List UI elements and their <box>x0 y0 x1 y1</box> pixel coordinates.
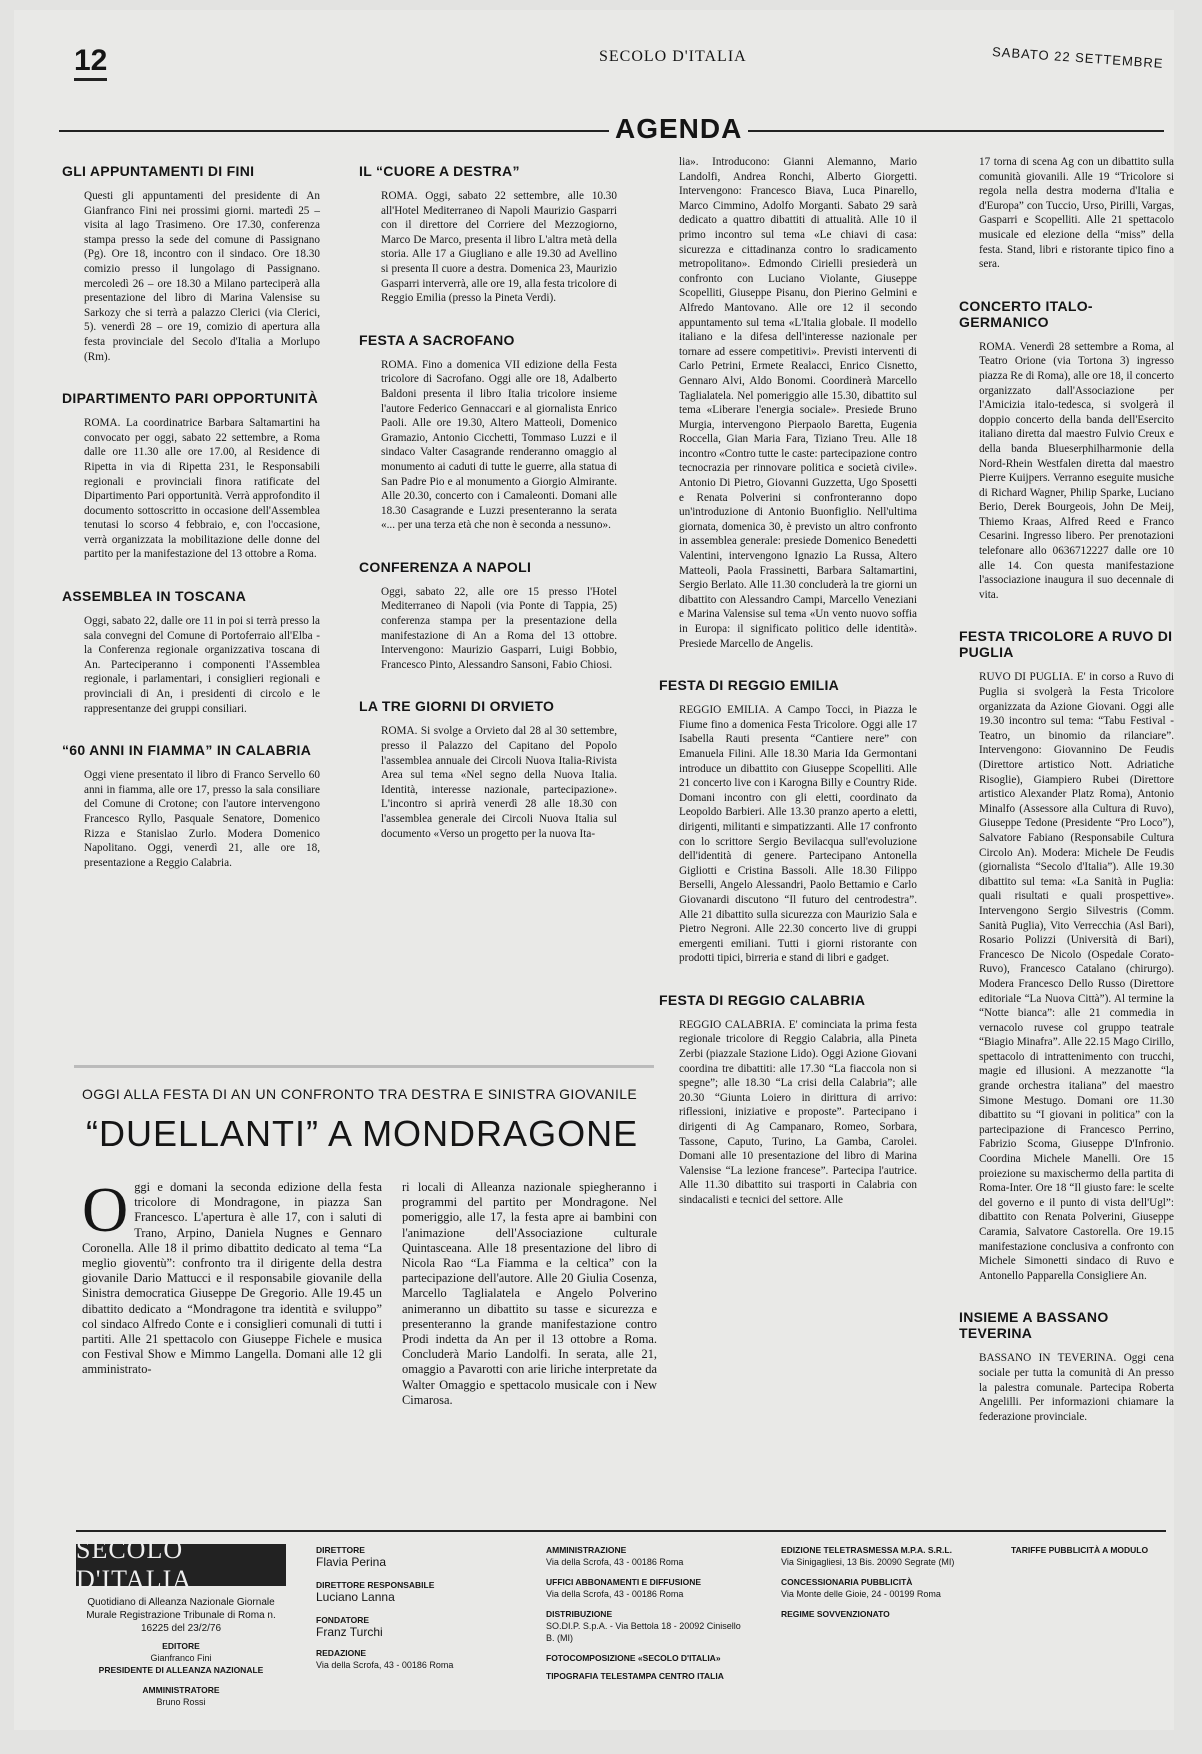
article-title: FESTA TRICOLORE A RUVO DI PUGLIA <box>959 628 1173 661</box>
article <box>359 332 617 533</box>
article-body: REGGIO EMILIA. A Campo Tocci, in Piazza le Fiume fino a domenica Festa Tricolore. Oggi alle 17 Isabella Rauti presenta “Cantiere nere” con Emanuela Filini. Alle 18.30 Maria Ida Germontani introduce un dibattito con Giuseppe Scopelliti. Alle 21 concerto live con i Karogna Billy e Country Ride. Domani incontro con gli eletti, coordinato da Leopoldo Barbieri. Alle 13.30 pranzo aperto a eletti, dirigenti, militanti e simpatizzanti. Alle 17 confronto con lo scrittore Sergio Bevilacqua sull'evoluzione dell'identità di genere. Partecipano Antonella Gigliotti e Cristina Bassoli. Alle 18.30 Filippo Berselli, Angelo Alessandri, Paolo Bettamio e Carlo Giovanardi discutono “Il futuro del centrodestra”. Alle 21 dibattito sulla sicurezza con Maurizio Sala e Pietro Negroni. Alle 22.30 concerto live di gruppi emergenti emiliani. Tutti i giorni ristorante con prodotti tipici, birreria e stand di libri e gadget. <box>679 704 917 965</box>
article-body: RUVO DI PUGLIA. E' in corso a Ruvo di Puglia si svolgerà la Festa Tricolore organizzata da Azione Giovani. Oggi alle 19.30 incontro sul tema: “Tabu Festival - Teatro, un binomio da rilanciare”. Intervengono: Giovannino De Feudis (Direttore artistico Nott. Adriatiche Risoglie), Giampiero Rubei (Direttore artistico Alexander Platz Roma), Antonio Minalfo (Assessore alla Cultura di Ruvo), Giuseppe Tedone (Presidente “Pro Loco”), Salvatore Fabiano (Responsabile Cultura Circolo An). Modera: Michele De Feudis (giornalista “Secolo d'Italia”). Alle 19.30 dibattito sul tema: «La Sanità in Puglia: quali risultati e quali prospettive». Intervengono Sergio Silvestris (Comm. Sanità Puglia), Vito Verrecchia (Asl Bari), Rosario Polizzi (Università di Bari), Francesco De Nicolo (Ospedale Corato-Ruvo), Francesco Catalano (chirurgo). Modera Francesco Dello Russo (Direttore editoriale “La Nuova Città”). Al termine la “Notte bianca”: alle 21 commedia in vernacolo ruvese col gruppo teatrale “Biagio Minafra”. Alle 22.15 Mago Cirillo, spettacolo di intrattenimento con trucchi, magie ed illusioni. A mezzanotte “la grande orchestra italiana” del maestro Simone Mestugo. Domani ore 11.30 dibattito su “I giovani in politica” con la partecipazione di Francesco Perrino, Fabrizio Scoma, Giuseppe D'Infronio. Coordina Michele Manelli. Ore 15 proiezione su maxischermo della partita di Roma-Inter. Ore 18 “Il giusto fare: le scelte del governo e il punto di vista dell'Ugl”: dibattito con Renata Polverini, Giuseppe Caramia, Salvatore Castorella. Ore 19.15 manifestazione conclusiva a confronto con Michele Simonetti sindaco di Ruvo e Antonello Papparella Consigliere An. <box>979 671 1174 1282</box>
featured-headline: “DUELLANTI” A MONDRAGONE <box>86 1113 639 1154</box>
footer-edizione: EDIZIONE TELETRASMESSA M.P.A. S.R.L. Via Sinigagliesi, 13 Bis. 20090 Segrate (MI) CONCESSIONARIA PUBBLICITÀ Via Monte delle Gioie, 24 - 00199 Roma REGIME SOVVENZIONATO <box>781 1545 955 1619</box>
article <box>62 588 320 716</box>
featured-text-1: ggi e domani la seconda edizione della festa tricolore di Mondragone, in piazza San Francesco. L'apertura è alle 17, con i saluti di Trano, Arpino, Daniela Nugnes e Gennaro Coronella. Alle 18 il primo dibattito dedicato al tema “La meglio gioventù”: confronto tra il dirigente della destra giovanile Dario Mattucci e il responsabile giovanile della Sinistra democratica Giuseppe De Gregorio. Alle 19.45 un dibattito dedicato a “Mondragone tra identità e sviluppo” col sindaco Alfredo Conte e i consiglieri comunali di tutti i partiti. Alle 21 spettacolo con Giuseppe Fichele e musica con Festival Show e Mimmo Langella. Domani alle 12 gli amministrato- <box>82 1180 382 1377</box>
article-title: IL “CUORE A DESTRA” <box>359 163 520 179</box>
article-body: BASSANO IN TEVERINA. Oggi cena sociale per tutta la comunità di An presso la palestra comunale. Partecipa Roberta Angelilli. Per informazioni chiamare la federazione provinciale. <box>979 1352 1174 1423</box>
section-title: AGENDA <box>609 113 748 145</box>
article-title: INSIEME A BASSANO TEVERINA <box>959 1309 1109 1342</box>
footer-editore: EDITORE Gianfranco Fini PRESIDENTE DI ALLEANZA NAZIONALE AMMINISTRATORE Bruno Rossi <box>98 1641 264 1707</box>
article <box>659 677 917 966</box>
article <box>62 163 320 364</box>
article-title: ASSEMBLEA IN TOSCANA <box>62 588 247 605</box>
column-3 <box>659 155 917 1234</box>
article <box>62 742 320 870</box>
featured-kicker: OGGI ALLA FESTA DI AN UN CONFRONTO TRA DESTRA E SINISTRA GIOVANILE <box>82 1086 638 1102</box>
page-number: 12 <box>74 44 107 81</box>
column-2 <box>359 155 617 867</box>
article-continuation <box>659 155 917 651</box>
article <box>659 992 917 1208</box>
article <box>62 390 320 562</box>
featured-column-2: ri locali di Alleanza nazionale spiegheranno i programmi del partito per Mondragone. Nel pomeriggio, alle 17, la festa apre ai bambini con l'animazione dell'Associazione culturale Quintasceana. Alle 18 presentazione del libro di Nicola Rao “La Fiamma e la celtica” con la partecipazione dell'autore. Alle 20 Giulia Cosenza, Marcello Taglialatela e Angelo Polverino animeranno un dibattito su tasse e sicurezza e presenteranno la grande manifestazione contro Prodi indetta da An per il 13 ottobre a Roma. Concluderà Mario Landolfi. In serata, alle 21, omaggio a Pavarotti con arie liriche interpretate da Walter Omaggio e spettacolo musicale con i New Cimarosa. <box>402 1180 657 1407</box>
article-body: Oggi, sabato 22, alle ore 15 presso l'Hotel Mediterraneo di Napoli (via Ponte di Tappia, 25) conferenza stampa per la presentazione della manifestazione di An a Roma del 13 ottobre. Intervengono: Maurizio Gasparri, Luigi Bobbio, Francesco Pinto, Alessandro Sansoni, Fabio Chiosi. <box>381 585 617 671</box>
issue-date: SABATO 22 SETTEMBRE <box>991 44 1165 71</box>
article-continuation <box>959 155 1174 272</box>
featured-box <box>74 1065 657 1538</box>
masthead: SECOLO D'ITALIA <box>599 48 747 65</box>
page-header <box>54 38 1164 78</box>
article-body: Oggi, sabato 22, dalle ore 11 in poi si terrà presso la sala convegni del Comune di Portoferraio all'Elba - la Conferenza regionale organizzativa toscana di An. Parteciperanno i componenti l'Assemblea regionale, i parlamentari, i consiglieri regionali e provinciali di An, i presidenti di circolo e le rappresentanze dei gruppi consiliari. <box>84 615 320 715</box>
footer-direzione: DIRETTORE Flavia Perina DIRETTORE RESPONSABILE Luciano Lanna FONDATORE Franz Turchi REDAZIONE Via della Scrofa, 43 - 00186 Roma <box>316 1545 454 1670</box>
newspaper-page <box>14 10 1174 1730</box>
article-title: DIPARTIMENTO PARI OPPORTUNITÀ <box>62 390 319 407</box>
article-title: GLI APPUNTAMENTI DI FINI <box>62 163 255 179</box>
colophon <box>76 1530 1166 1712</box>
article <box>959 298 1174 603</box>
article-body: ROMA. Oggi, sabato 22 settembre, alle 10.30 all'Hotel Mediterraneo di Napoli Maurizio Gasparri con il direttore del Corriere del Mezzogiorno, Marco De Marco, presenta il libro L'altra metà della storia. Alle 17 a Giugliano e alle 19.30 ad Avellino si presenta Il cuore a destra. Domenica 23, Maurizio Gasparri interverrà, alle ore 19, alla festa tricolore di Reggio Emilia (presso la Pineta Verdi). <box>381 190 617 305</box>
footer-registration: Quotidiano di Alleanza Nazionale Giornale Murale Registrazione Tribunale di Roma n. 16225 del 23/2/76 <box>86 1597 276 1634</box>
article-title: CONCERTO ITALO-GERMANICO <box>959 297 1093 330</box>
featured-column-1 <box>82 1174 382 1378</box>
article-title: CONFERENZA A NAPOLI <box>359 558 532 575</box>
article <box>959 1309 1174 1424</box>
article-body: 17 torna di scena Ag con un dibattito sulla comunità giovanili. Alle 19 “Tricolore si regola nella destra moderna d'Italia e d'Europa” con Tuccio, Urso, Pirilli, Vargas, Gasparri e Scopelliti. Alle 21 spettacolo musicale ed elezione della “miss” della festa. Stand, libri e ristorante tipico fino a sera. <box>979 156 1174 271</box>
footer-tariffe: TARIFFE PUBBLICITÀ A MODULO <box>1011 1545 1149 1555</box>
article-title: “60 ANNI IN FIAMMA” IN CALABRIA <box>62 742 312 759</box>
article <box>359 559 617 673</box>
article-body: ROMA. Venerdì 28 settembre a Roma, al Teatro Orione (via Tortona 3) ingresso piazza Re di Roma), alle ore 18, il concerto organizzato dall'Associazione per l'Amicizia italo-tedesca, si svolgerà il doppio concerto della banda dell'Esercito italiano diretta dal maestro Fulvio Creux e della banda Blueserphilharmonie della Nord-Rhein Westfalen diretta dal maestro Pierre Kuijpers. Verranno eseguite musiche di Richard Wagner, Philip Sparke, Luciano Berio, Derek Bourgeois, John De Meij, Thiemo Kraas, Alfred Reed e Franco Cesarini. Ingresso libero. Per prenotazioni telefonare allo 0636712227 dalle ore 10 alle 14. Con questa manifestazione l'associazione inaugura il suo decennale di vita. <box>979 340 1174 601</box>
article-body: ROMA. Si svolge a Orvieto dal 28 al 30 settembre, presso il Palazzo del Capitano del Popolo l'assemblea annuale dei Circoli Nuova Italia-Rivista Area sul tema «Nel segno della Nuova Italia. Identità, interesse nazionale, partecipazione». L'incontro si aprirà venerdì 28 alle 18.30 con l'assemblea generale dei Circoli Nuova Italia sul documento «Verso un progetto per la nuova Ita- <box>381 725 617 840</box>
article-title: FESTA DI REGGIO EMILIA <box>659 677 840 694</box>
article-title: FESTA DI REGGIO CALABRIA <box>659 991 866 1008</box>
article-title: LA TRE GIORNI DI ORVIETO <box>359 698 555 715</box>
article <box>959 628 1174 1283</box>
article-body: ROMA. La coordinatrice Barbara Saltamartini ha convocato per oggi, sabato 22 settembre, a Roma dalle ore 11.30 alle ore 17.00, al Residence di Ripetta in via di Ripetta 231, le Responsabili regionali e provinciali finora ratificate del Dipartimento Pari opportunità. Verrà approfondito il documento sottoscritto in occasione dell'Assemblea tenutasi lo scorso 4 febbraio, e, con l'occasione, verrà organizzata la mobilitazione delle donne del partito per la manifestazione del 13 ottobre a Roma. <box>84 417 320 561</box>
article-body: Questi gli appuntamenti del presidente di An Gianfranco Fini nei prossimi giorni. martedì 25 – visita al lago Trasimeno. Ore 17.30, conferenza stampa presso la sede del comune di Passignano (Pg). Ore 18, incontro con il sindaco. Ore 18.30 comizio presso il lungolago di Passignano. mercoledì 26 – ore 18.30 a Milano parteciperà alla presentazione del libro di Marina Valensise su Sarkozy che si terrà a palazzo Clerici (via Clerici, 5). venerdì 28 – ore 19, comizio di apertura alla festa provinciale del Secolo d'Italia a Morlupo (Rm). <box>84 190 320 363</box>
footer-amministrazione: AMMINISTRAZIONE Via della Scrofa, 43 - 00186 Roma UFFICI ABBONAMENTI E DIFFUSIONE Via della Scrofa, 43 - 00186 Roma DISTRIBUZIONE SO.DI.P. S.p.A. - Via Bettola 18 - 20092 Cinisello B. (MI) FOTOCOMPOSIZIONE «SECOLO D'ITALIA» TIPOGRAFIA TELESTAMPA CENTRO ITALIA <box>546 1545 741 1681</box>
article <box>359 698 617 841</box>
article-body: REGGIO CALABRIA. E' cominciata la prima festa regionale tricolore di Reggio Calabria, alla Pineta Zerbi (piazzale Stazione Lido). Oggi Azione Giovani coordina tre dibattiti: alle 17.30 “La fiaccola non si spegne”; alle 18.30 “La crisi della Calabria”; alle 20.30 “Giunta Loiero in dirittura di arrivo: riflessioni, iniziative e proposte”. Partecipano i dirigenti di Ag Campanaro, Romeo, Sorbara, Tassone, Caputo, Turino, La Gamba, Carolei. Domani alle 10 presentazione del libro di Marina Valensise “La lezione francese”. Partecipa l'autrice. Alle 11.30 dibattito sui trasporti in Calabria con sindacalisti e tecnici del settore. Alle <box>679 1018 917 1206</box>
article-body: Oggi viene presentato il libro di Franco Servello 60 anni in fiamma, alle ore 17, presso la sala consiliare del Comune di Crotone; con l'autore intervengono Francesco Ryllo, Pasquale Senatore, Domenico Rizza e Stanislao Zurlo. Modera Domenico Napolitano. Oggi, venerdì 21, alle ore 18, presentazione a Reggio Calabria. <box>84 769 320 869</box>
article-body: lia». Introducono: Gianni Alemanno, Mario Landolfi, Andrea Ronchi, Alberto Giorgetti. Intervengono: Francesco Biava, Luca Pinarello, Marco Cimmino, Adolfo Morganti. Sabato 29 sarà dedicato a quattro dibattiti di attualità. Alle 10 il primo incontro sul tema «Le chiavi di casa: sicurezza e cittadinanza contro lo sradicamento metropolitano». Edmondo Cirielli presiederà un confronto con Luciano Violante, Giuseppe Scopelliti, Giuseppe Pisanu, don Pierino Gelmini e Alfredo Mantovano. Alle ore 12 il secondo appuntamento sul tema «L'Italia globale. Il modello italiano e la difesa dell'interesse nazionale per tornare ad essere competitivi». Previsti interventi di Carlo Petrini, Ermete Realacci, Enrico Cisnetto, Gennaro Alvi, Aldo Bonomi. Coordinerà Marcello Taglialatela. Nel pomeriggio alle 15.30, dibattito sul tema «Liberare l'energia sociale». Presiede Bruno Murgia, intervengono Pierpaolo Baretta, Eugenia Roccella, Gian Maria Fara, Tiziano Treu. Alle 18 incontro «Contro tutte le caste: partecipazione contro tecnocrazia per rinnovare politica e società civile». Antonio Di Pietro, Giovanni Guzzetta, Ugo Sposetti e Renata Polverini si confronteranno dopo un'introduzione di Antonio Buonfiglio. Nell'ultima giornata, domenica 30, è previsto un altro confronto in assemblea generale: presiede Domenico Benedetti Valentini, intervengono Ignazio La Russa, Altero Matteoli, Paola Frassinetti, Barbara Saltamartini, Sergio Berlato. Alle 11.30 concluderà la tre giorni un dibattito con Alessandro Campi, Marcello Veneziani e Marina Valensise sul tema «Un vento nuovo soffia in Europa: il significato politico delle identità». Presiede Marcello de Angelis. <box>679 156 917 650</box>
article-title: FESTA A SACROFANO <box>359 331 515 348</box>
drop-cap: O <box>82 1174 129 1245</box>
article-body: ROMA. Fino a domenica VII edizione della Festa tricolore di Sacrofano. Oggi alle ore 18, Adalberto Baldoni presenta il libro Italia tricolore insieme l'autore Federico Gennaccari e al giornalista Enrico Paoli. Alle ore 19.30, Altero Matteoli, Domenico Gramazio, Antonio Cicchetti, Tommaso Luzzi e il sindaco Valter Casagrande renderanno omaggio al monumento ai caduti di tutte le guerre, alla statua di San Padre Pio e al monumento a Giorgio Almirante. Alle 20.30, concerto con i Camaleonti. Domani alle 18.30 Casagrande e Luzzi presenteranno la serata «... per una terza età che non è seconda a nessuno». <box>381 358 617 532</box>
article <box>359 163 617 306</box>
column-4 <box>959 155 1174 1450</box>
column-1 <box>62 155 320 896</box>
footer-logo: SECOLO D'ITALIA <box>76 1544 286 1586</box>
